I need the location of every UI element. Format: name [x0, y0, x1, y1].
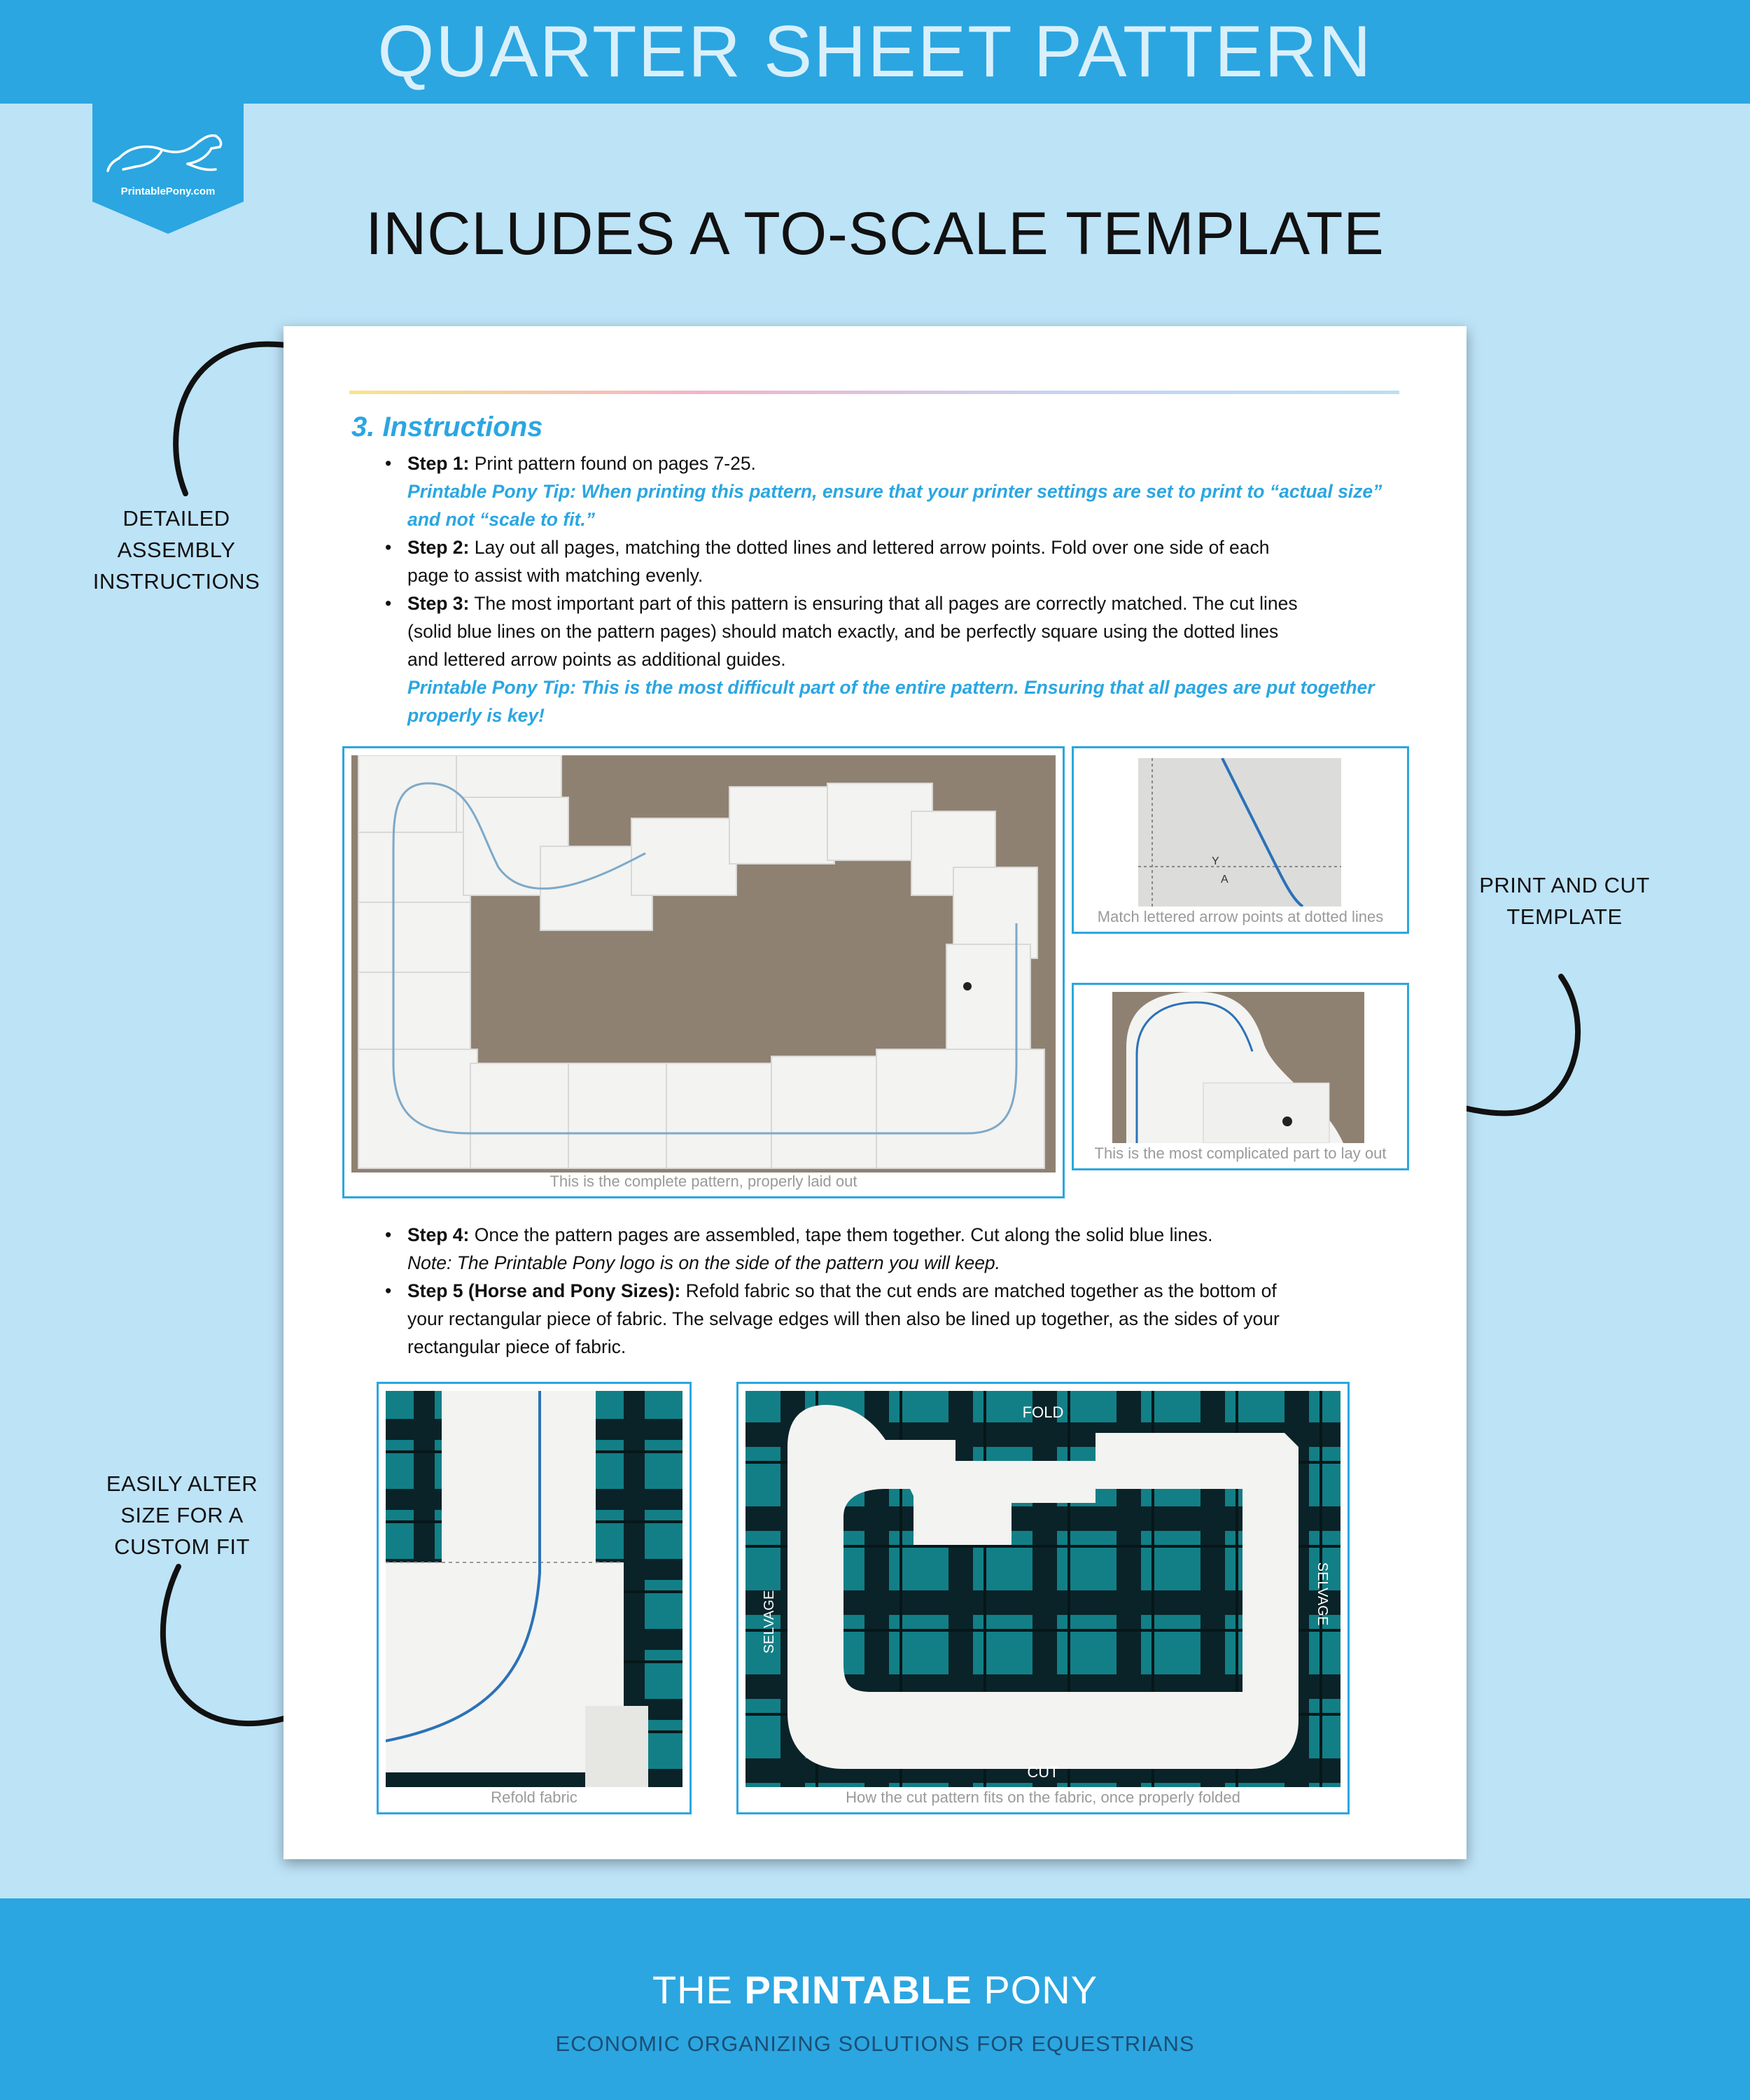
steps-list	[385, 449, 1393, 729]
caption: This is the complete pattern, properly laid out	[550, 1172, 858, 1190]
caption: This is the most complicated part to lay out	[1094, 1144, 1387, 1162]
photo-complicated-part	[1072, 983, 1409, 1170]
note-detailed-assembly: DETAILED ASSEMBLY INSTRUCTIONS	[92, 506, 260, 594]
fold-label: FOLD	[1022, 1404, 1064, 1421]
pattern-layout-image	[351, 755, 1056, 1172]
refold-fabric-image	[386, 1391, 682, 1787]
photo-arrow-points	[1072, 746, 1409, 934]
step-5: • Step 5 (Horse and Pony Sizes): Refold fabric so that the cut ends are matched together as the bottom of your rectangular piece of fabric. The selvage edges will then also be lined up together, as the sides of your rectangular piece of fabric.	[385, 1280, 1280, 1357]
subtitle: INCLUDES A TO-SCALE TEMPLATE	[365, 200, 1385, 267]
tip-1: Printable Pony Tip: When printing this pattern, ensure that your printer settings are set to print to “actual size” and not “scale to fit.”	[407, 481, 1382, 530]
svg-text:A: A	[1221, 874, 1228, 886]
arrow-points-image	[1138, 758, 1341, 906]
photo-complete-pattern	[342, 746, 1065, 1198]
step-4-note: Note: The Printable Pony logo is on the side of the pattern you will keep.	[407, 1252, 1001, 1273]
step-2: • Step 2: Lay out all pages, matching the dotted lines and lettered arrow points. Fold over one side of each page to assist with matching evenly.	[385, 537, 1270, 586]
section-title: 3. Instructions	[351, 412, 543, 442]
complicated-part-image	[1112, 992, 1364, 1143]
selvage-right-label: SELVAGE	[1315, 1562, 1330, 1626]
caption: Refold fabric	[491, 1788, 578, 1806]
caption: Match lettered arrow points at dotted lines	[1097, 908, 1384, 925]
caption: How the cut pattern fits on the fabric, once properly folded	[846, 1788, 1240, 1806]
header-bar	[0, 0, 1750, 104]
instructions-document	[284, 326, 1466, 1859]
page-title: QUARTER SHEET PATTERN	[377, 11, 1373, 92]
cut-pattern-fabric-image	[746, 1391, 1340, 1787]
note-easily-alter: EASILY ALTER SIZE FOR A CUSTOM FIT	[106, 1471, 258, 1559]
tip-2: Printable Pony Tip: This is the most difficult part of the entire pattern. Ensuring that all pages are put together properly is key!	[407, 677, 1375, 726]
divider	[349, 391, 1399, 394]
step-4: • Step 4: Once the pattern pages are assembled, tape them together. Cut along the solid blue lines.	[385, 1224, 1213, 1245]
note-print-and-cut: PRINT AND CUT TEMPLATE	[1479, 873, 1650, 929]
step-3: • Step 3: The most important part of this pattern is ensuring that all pages are correctly matched. The cut lines (solid blue lines on the pattern pages) should match exactly, and be perfectly square using the dotted lines and lettered arrow points as additional guides.	[385, 593, 1298, 670]
footer-tagline: ECONOMIC ORGANIZING SOLUTIONS FOR EQUESTRIANS	[555, 2031, 1195, 2056]
footer-brand: THE PRINTABLE PONY	[652, 1968, 1098, 2012]
step-1: • Step 1: Print pattern found on pages 7-25.	[385, 453, 756, 474]
steps-list-continued	[385, 1221, 1393, 1361]
svg-text:Y: Y	[1212, 855, 1219, 867]
logo-text: PrintablePony.com	[120, 186, 216, 197]
cut-label: CUT	[1027, 1763, 1059, 1781]
selvage-left-label: SELVAGE	[762, 1590, 777, 1654]
photo-cut-pattern-fits	[736, 1382, 1350, 1814]
photo-refold-fabric	[377, 1382, 692, 1814]
